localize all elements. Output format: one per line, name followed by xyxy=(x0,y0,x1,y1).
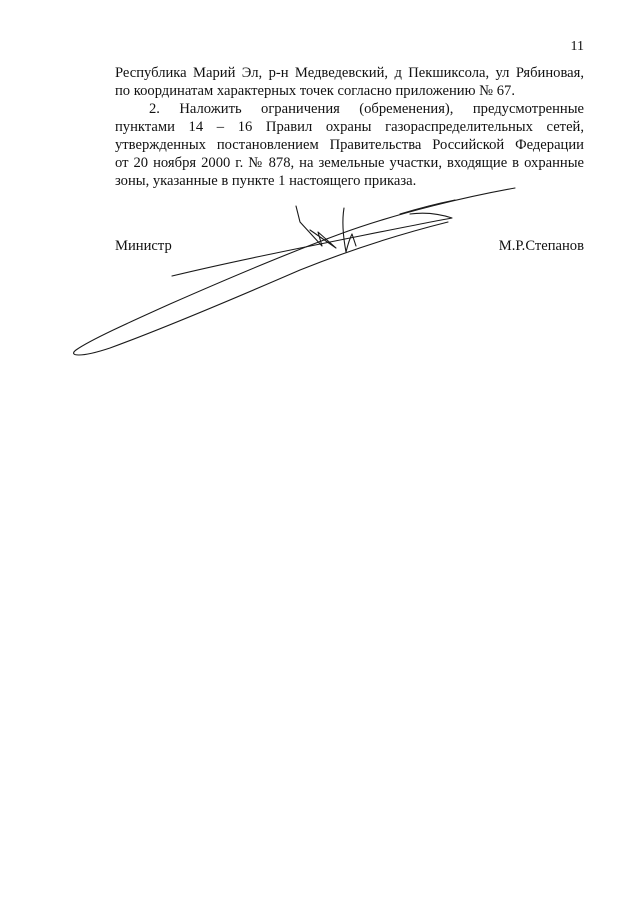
signer-name: М.Р.Степанов xyxy=(498,238,584,254)
signature-slash-stroke xyxy=(400,200,455,214)
paragraph-1-line-1: Республика Марий Эл, р-н Медведевский, д Пекшиксола, ул Рябиновая, xyxy=(115,65,584,81)
signer-position: Министр xyxy=(115,238,172,254)
page-number: 11 xyxy=(570,39,584,54)
signature-strokes xyxy=(74,188,515,355)
document-body xyxy=(115,64,584,190)
paragraph-2-line-1: 2. Наложить ограничения (обременения), предусмотренные xyxy=(149,101,584,117)
paragraph-1-line-2: по координатам характерных точек согласно приложению № 67. xyxy=(115,83,515,99)
paragraph-2-line-5: зоны, указанные в пункте 1 настоящего приказа. xyxy=(115,173,417,189)
paragraph-2-line-3: утвержденных постановлением Правительства Российской Федерации xyxy=(115,137,584,153)
paragraph-2-line-2: пунктами 14 – 16 Правил охраны газораспределительных сетей, xyxy=(115,119,584,135)
signature-block xyxy=(115,237,584,257)
signature-loop-stroke xyxy=(74,188,515,355)
paragraph-2-line-4: от 20 ноября 2000 г. № 878, на земельные участки, входящие в охранные xyxy=(115,155,584,171)
